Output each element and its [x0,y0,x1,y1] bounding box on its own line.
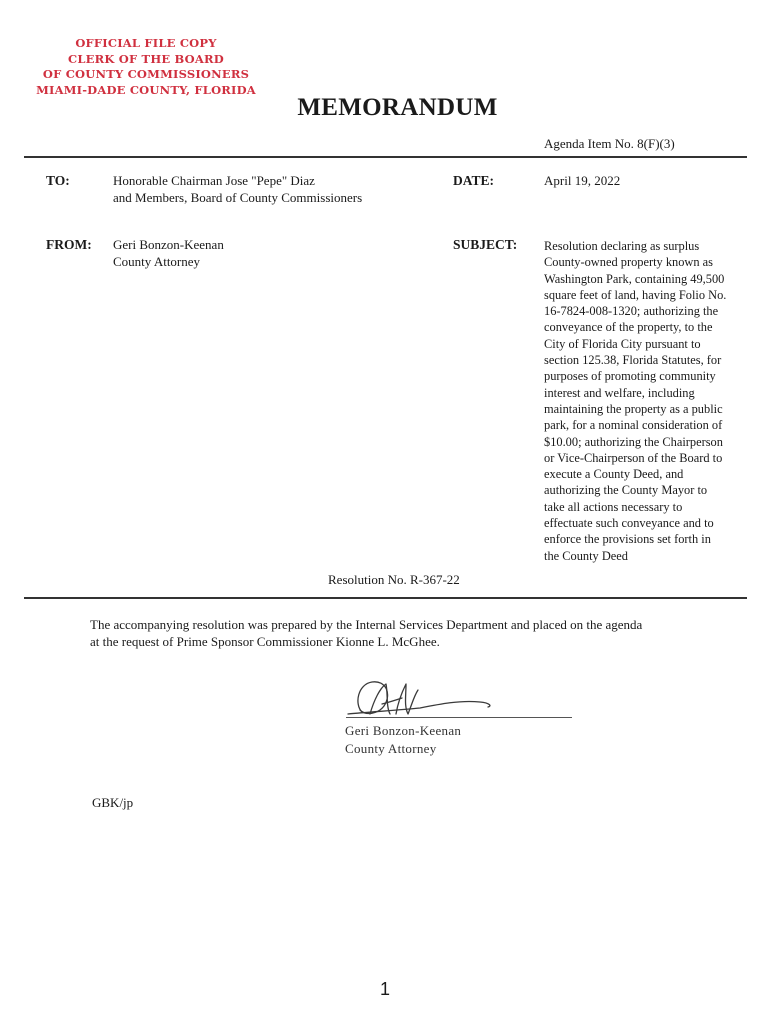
subject-line: $10.00; authorizing the Chairperson [544,434,723,449]
signatory-name: Geri Bonzon-Keenan [345,723,462,738]
body-line: at the request of Prime Sponsor Commissioner Kionne L. McGhee. [90,634,440,649]
page-number: 1 [379,979,390,999]
agenda-item-number: Agenda Item No. 8(F)(3) [544,136,675,151]
stamp-line: OFFICIAL FILE COPY [75,36,217,50]
from-line: County Attorney [113,253,201,269]
subject-line: Resolution declaring as surplus [544,239,700,253]
resolution-number: Resolution No. R-367-22 [328,572,460,587]
to-line: and Members, Board of County Commissioners [113,189,363,205]
subject-line: take all actions necessary to [544,499,683,514]
subject-line: 16-7824-008-1320; authorizing the [544,304,719,319]
from-sender [113,237,224,270]
subject-line: enforce the provisions set forth in [544,532,711,547]
stamp-line: OF COUNTY COMMISSIONERS [42,67,250,82]
from-label: FROM: [46,237,92,252]
official-file-copy-stamp [30,36,262,98]
to-recipient [113,173,362,206]
subject-line: park, for a nominal consideration of [544,418,723,433]
subject-line: Washington Park, containing 49,500 [544,271,725,286]
stamp-line: MIAMI-DADE COUNTY, FLORIDA [36,82,256,97]
memo-title: MEMORANDUM [297,94,498,121]
subject-label: SUBJECT: [453,237,518,252]
subject-line: execute a County Deed, and [544,467,684,482]
subject-line: conveyance of the property, to the [544,320,713,335]
stamp-line: CLERK OF THE BOARD [68,51,224,66]
from-line: Geri Bonzon-Keenan [113,237,224,252]
header-divider [24,156,747,158]
memo-body [90,616,720,650]
subject-line: or Vice-Chairperson of the Board to [544,450,723,465]
signatory-title: County Attorney [345,740,437,756]
subject-line: square feet of land, having Folio No. [544,287,727,302]
to-line: Honorable Chairman Jose "Pepe" Diaz [113,173,315,188]
date-value: April 19, 2022 [544,173,621,188]
subject-line: purposes of promoting community [544,369,716,384]
date-label: DATE: [453,173,495,188]
subject-text [544,238,750,564]
subject-line: section 125.38, Florida Statutes, for [544,353,722,368]
subject-line: City of Florida City pursuant to [544,336,701,351]
subject-line: the County Deed [544,548,628,563]
to-label: TO: [46,173,70,188]
signature-line [346,717,572,718]
body-line: The accompanying resolution was prepared by the Internal Services Department and placed on the agenda [90,617,643,632]
subject-line: County-owned property known as [544,255,713,270]
typist-initials: GBK/jp [92,795,134,810]
subject-line: interest and welfare, including [544,385,695,400]
body-divider [24,597,747,599]
subject-line: maintaining the property as a public [544,401,723,416]
subject-line: authorizing the County Mayor to [544,483,708,498]
signature-block [345,722,461,757]
subject-line: effectuate such conveyance and to [544,516,714,531]
